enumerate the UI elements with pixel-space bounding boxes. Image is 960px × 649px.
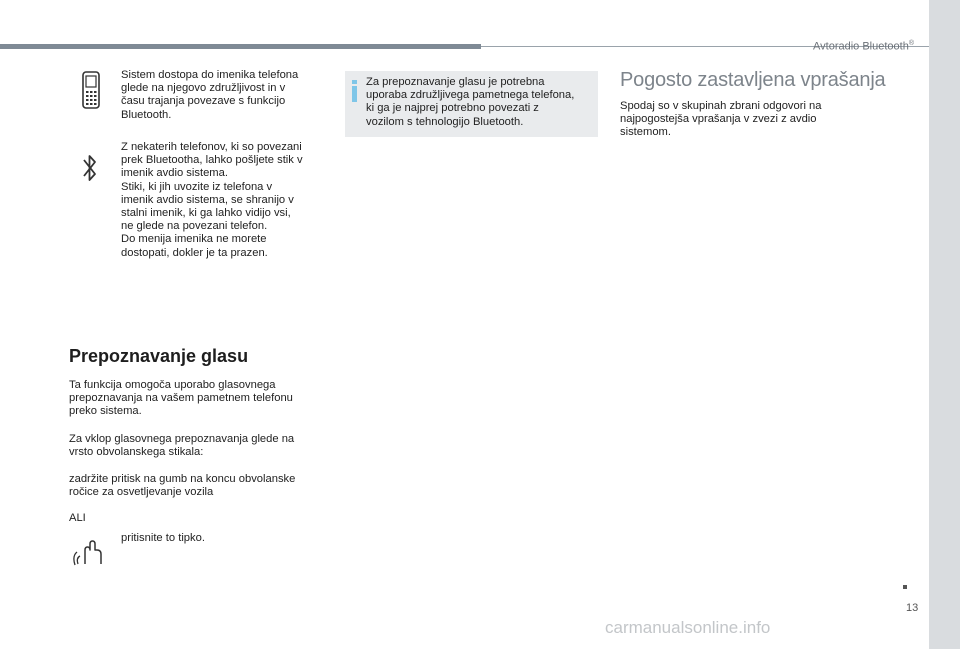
page-number: 13 <box>906 602 919 614</box>
page-marker <box>903 585 907 589</box>
faq-title: Pogosto zastavljena vprašanja <box>620 69 886 91</box>
or-label: ALI <box>69 512 86 524</box>
voice-paragraph-1: Ta funkcija omogoča uporabo glasovnega prepoznavanja na vašem pametnem telefonu preko sistema. <box>69 379 293 418</box>
info-box <box>345 71 598 137</box>
page-side-tab <box>929 0 960 649</box>
info-text: Za prepoznavanje glasu je potrebna uporaba združljivega pametnega telefona, ki ga je najprej potrebno povezati z vozilom s tehnologijo Bluetooth. <box>366 76 575 128</box>
phone-item-text: Sistem dostopa do imenika telefona glede na njegovo združljivost in v času trajanja povezave s funkcijo Bluetooth. <box>121 69 299 121</box>
faq-text: Spodaj so v skupinah zbrani odgovori na najpogostejša vprašanja v zvezi z avdio sistemom. <box>620 100 822 139</box>
voice-paragraph-3: zadržite pritisk na gumb na koncu obvolanske ročice za osvetljevanje vozila <box>69 473 296 499</box>
bluetooth-icon <box>81 152 99 184</box>
voice-paragraph-2: Za vklop glasovnega prepoznavanja glede na vrsto obvolanskega stikala: <box>69 433 295 459</box>
info-icon <box>350 80 359 102</box>
bluetooth-item-text: Z nekaterih telefonov, ki so povezani prek Bluetootha, lahko pošljete stik v imenik avdio sistema. Stiki, ki jih uvozite iz telefona v imenik avdio sistema, se shranijo v stalni imenik, ki ga lahko vidijo vsi, ne glede na povezani telefon. Do menija imenika ne morete dostopati, dokler je ta prazen. <box>121 141 303 259</box>
watermark: carmanualsonline.info <box>605 618 771 637</box>
header-title: Avtoradio Bluetooth® <box>813 40 914 53</box>
press-item-text: pritisnite to tipko. <box>121 532 205 544</box>
phone-icon <box>80 71 102 111</box>
header-bar <box>0 44 481 49</box>
hand-press-icon <box>73 534 107 568</box>
section-title-voice: Prepoznavanje glasu <box>69 346 249 366</box>
